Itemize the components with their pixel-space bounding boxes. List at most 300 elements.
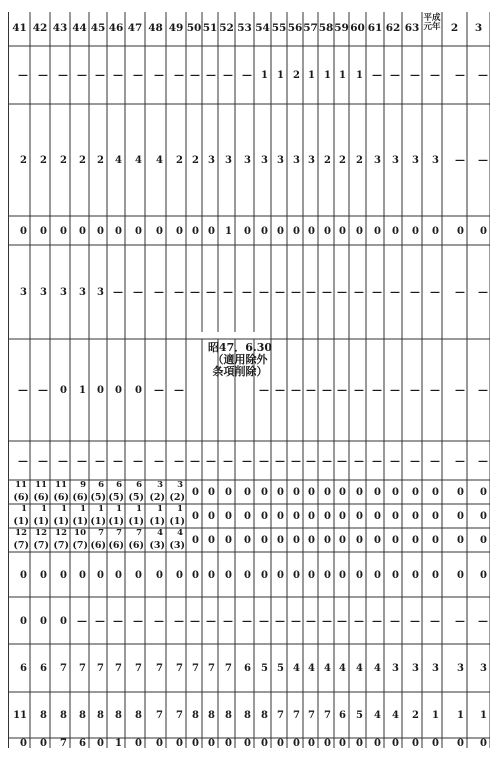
table-cell: 0: [457, 738, 464, 749]
table-cell: 2: [79, 155, 86, 166]
table-cell: 0: [457, 535, 464, 546]
table-cell: 0: [308, 511, 315, 522]
table-cell: —: [322, 287, 332, 298]
table-cell: 1: [277, 70, 284, 81]
table-cell: —: [95, 455, 105, 467]
table-cell: 7: [97, 663, 104, 674]
table-cell: 7: [98, 528, 104, 538]
table-cell: 0: [208, 738, 215, 749]
table-cell: 7: [192, 663, 199, 674]
table-cell: 0: [60, 225, 67, 237]
table-cell: 0: [192, 511, 199, 522]
column-header: 52: [219, 22, 234, 34]
statistics-table: [8, 12, 490, 748]
table-cell: —: [259, 287, 269, 298]
table-cell: 4: [374, 663, 381, 674]
table-cell: 0: [480, 535, 487, 546]
table-cell: 7: [308, 710, 315, 721]
table-cell: —: [291, 455, 301, 467]
table-cell: 6: [40, 663, 47, 674]
table-cell-paren: (5): [108, 492, 124, 503]
table-cell: —: [455, 70, 465, 81]
table-cell: —: [242, 615, 252, 627]
table-cell: —: [372, 287, 382, 298]
table-cell: 0: [392, 738, 399, 749]
table-cell: —: [478, 70, 488, 81]
table-cell: —: [478, 615, 488, 627]
table-cell: —: [337, 287, 347, 298]
table-cell: 3: [374, 155, 381, 166]
table-cell: 3: [412, 663, 419, 674]
table-cell-paren: (7): [72, 540, 88, 551]
table-cell: —: [430, 70, 440, 81]
table-cell: —: [77, 455, 87, 467]
table-cell: 1: [116, 504, 122, 514]
table-cell: 0: [392, 535, 399, 546]
table-cell: 0: [412, 487, 419, 498]
table-cell-paren: (2): [149, 492, 165, 503]
column-header: 54: [255, 22, 270, 34]
table-cell: 4: [156, 155, 163, 166]
table-cell: 4: [293, 663, 300, 674]
table-cell: 0: [392, 569, 399, 581]
table-cell: 8: [225, 710, 232, 721]
table-cell: 0: [374, 569, 381, 581]
table-cell: 7: [156, 710, 163, 721]
table-cell: 4: [339, 663, 346, 674]
table-cell: —: [133, 615, 143, 627]
table-cell: 0: [374, 511, 381, 522]
table-cell: 7: [324, 710, 331, 721]
table-cell: 1: [21, 504, 27, 514]
table-cell: 0: [339, 225, 346, 237]
table-cell: —: [455, 155, 465, 166]
table-cell: —: [478, 385, 488, 396]
table-cell-paren: (1): [33, 516, 49, 527]
table-cell: —: [372, 455, 382, 467]
table-cell: —: [18, 455, 28, 467]
table-cell: 4: [157, 528, 163, 538]
table-cell: 1: [61, 504, 67, 514]
table-cell: 0: [293, 535, 300, 546]
table-cell: 3: [79, 287, 86, 298]
table-cell: 0: [208, 487, 215, 498]
table-cell: 1: [356, 70, 363, 81]
table-cell: —: [133, 455, 143, 467]
table-cell: 1: [432, 710, 439, 721]
table-cell-paren: (1): [90, 516, 106, 527]
table-cell-paren: (1): [72, 516, 88, 527]
table-cell: —: [174, 455, 184, 467]
table-cell: —: [322, 385, 332, 396]
table-cell: 7: [136, 528, 142, 538]
table-cell: 3: [392, 663, 399, 674]
table-cell-paren: (3): [149, 540, 165, 551]
table-cell: 0: [412, 535, 419, 546]
table-cell: —: [390, 70, 400, 81]
table-cell: 0: [225, 511, 232, 522]
table-cell: 1: [115, 738, 122, 749]
table-cell: 0: [244, 487, 251, 498]
table-cell: 0: [339, 511, 346, 522]
table-cell: 1: [177, 504, 183, 514]
table-cell: 4: [356, 663, 363, 674]
table-cell: 3: [60, 287, 67, 298]
table-cell-paren: (2): [169, 492, 185, 503]
table-cell: 0: [156, 738, 163, 749]
table-cell: 11: [15, 480, 27, 490]
table-cell: 2: [293, 70, 300, 81]
table-cell-paren: (1): [149, 516, 165, 527]
table-cell: 0: [374, 535, 381, 546]
table-cell: 0: [480, 738, 487, 749]
table-cell: —: [306, 455, 316, 467]
table-cell: 2: [356, 155, 363, 166]
table-cell: 0: [225, 569, 232, 581]
table-cell: 8: [60, 710, 67, 721]
table-cell: —: [372, 615, 382, 627]
table-cell: 3: [244, 155, 251, 166]
table-cell: 4: [177, 528, 183, 538]
table-cell: —: [190, 615, 200, 627]
table-cell: 0: [192, 535, 199, 546]
table-cell: —: [174, 287, 184, 298]
table-cell-paren: (7): [53, 540, 69, 551]
table-cell: 7: [135, 663, 142, 674]
table-cell: —: [133, 70, 143, 81]
table-cell: 0: [324, 225, 331, 237]
table-cell: 3: [208, 155, 215, 166]
table-cell: 0: [374, 225, 381, 237]
column-header: 44: [72, 22, 87, 34]
table-cell: —: [390, 385, 400, 396]
column-header: 58: [318, 22, 334, 34]
table-cell: —: [354, 455, 364, 467]
table-cell: 0: [156, 225, 163, 237]
table-cell: —: [291, 615, 301, 627]
table-cell: 1: [80, 504, 86, 514]
table-cell: 1: [136, 504, 142, 514]
table-cell: 12: [15, 528, 27, 538]
table-cell: 2: [97, 155, 104, 166]
table-cell: 0: [308, 738, 315, 749]
table-cell: 0: [308, 487, 315, 498]
table-cell: 3: [457, 663, 464, 674]
table-cell: 0: [457, 225, 464, 237]
column-header: 59: [334, 22, 349, 34]
table-cell: 0: [339, 738, 346, 749]
table-cell: 2: [339, 155, 346, 166]
table-cell: —: [275, 287, 285, 298]
column-header: 2: [450, 22, 459, 34]
table-cell: 0: [244, 535, 251, 546]
table-cell: —: [337, 615, 347, 627]
table-cell: 3: [392, 155, 399, 166]
table-cell: 0: [244, 225, 251, 237]
table-cell: 0: [40, 738, 47, 749]
table-cell-paren: (7): [13, 540, 29, 551]
table-cell: 0: [432, 487, 439, 498]
table-cell: 0: [293, 738, 300, 749]
table-cell: 12: [35, 528, 47, 538]
table-cell: 7: [79, 663, 86, 674]
table-cell: —: [190, 70, 200, 81]
table-cell-paren: (5): [128, 492, 144, 503]
table-cell: 0: [412, 569, 419, 581]
table-cell: 8: [208, 710, 215, 721]
table-cell: 1: [457, 710, 464, 721]
table-cell-paren: (6): [128, 540, 144, 551]
table-cell: —: [154, 70, 164, 81]
table-cell-paren: (7): [33, 540, 49, 551]
table-cell: 7: [60, 663, 67, 674]
column-header: 45: [90, 22, 106, 34]
table-cell: 0: [277, 738, 284, 749]
table-cell: 3: [40, 287, 47, 298]
table-cell-paren: (3): [169, 540, 185, 551]
repeal-note: [205, 342, 275, 378]
table-cell: —: [390, 455, 400, 467]
table-cell: 8: [97, 710, 104, 721]
table-cell: 0: [432, 225, 439, 237]
table-cell: 0: [192, 487, 199, 498]
table-cell: 1: [339, 70, 346, 81]
table-cell: 3: [277, 155, 284, 166]
table-cell-paren: (5): [90, 492, 106, 503]
table-cell: 3: [157, 480, 163, 490]
table-cell: —: [410, 287, 420, 298]
table-cell: 0: [79, 225, 86, 237]
column-header: 56: [287, 22, 303, 34]
table-cell: —: [259, 615, 269, 627]
table-cell: —: [174, 615, 184, 627]
table-cell: 7: [225, 663, 232, 674]
table-cell: —: [291, 287, 301, 298]
table-cell: —: [242, 455, 252, 467]
table-cell: —: [154, 615, 164, 627]
table-cell-paren: (6): [90, 540, 106, 551]
table-cell: 0: [356, 738, 363, 749]
table-cell: —: [410, 385, 420, 396]
table-cell-paren: (1): [128, 516, 144, 527]
table-cell: —: [372, 385, 382, 396]
table-cell: 0: [97, 385, 104, 396]
table-cell: 0: [40, 615, 47, 627]
table-cell: —: [455, 287, 465, 298]
table-cell: 0: [392, 225, 399, 237]
table-cell: —: [275, 615, 285, 627]
column-header: 63: [404, 22, 420, 34]
table-cell: —: [354, 287, 364, 298]
table-cell: 0: [225, 535, 232, 546]
table-cell: 11: [55, 480, 67, 490]
table-cell: 5: [261, 663, 268, 674]
table-cell: 0: [225, 738, 232, 749]
table-cell-paren: (1): [13, 516, 29, 527]
table-cell: —: [390, 287, 400, 298]
table-cell: 4: [392, 710, 399, 721]
table-cell: 0: [356, 535, 363, 546]
table-cell: 4: [135, 155, 142, 166]
table-cell: 9: [80, 480, 86, 490]
table-cell: —: [455, 455, 465, 467]
table-cell: 3: [177, 480, 183, 490]
column-header: 41: [12, 22, 27, 34]
table-cell-paren: (1): [108, 516, 124, 527]
table-cell: 0: [261, 569, 268, 581]
table-cell: 0: [324, 569, 331, 581]
column-header: 47: [127, 22, 143, 34]
column-header: 49: [168, 22, 184, 34]
table-cell: 0: [261, 535, 268, 546]
table-cell: 7: [277, 710, 284, 721]
table-cell: 1: [225, 225, 232, 237]
table-cell: 0: [261, 487, 268, 498]
table-cell: 1: [308, 70, 315, 81]
table-cell: 5: [356, 710, 363, 721]
table-cell: 8: [115, 710, 122, 721]
table-cell: —: [322, 615, 332, 627]
table-cell: —: [95, 70, 105, 81]
table-cell: 6: [339, 710, 346, 721]
table-cell: 0: [20, 738, 27, 749]
table-cell: —: [275, 455, 285, 467]
table-cell: 0: [135, 738, 142, 749]
table-cell-paren: (6): [13, 492, 29, 503]
table-cell: —: [133, 287, 143, 298]
table-cell: —: [190, 455, 200, 467]
table-cell: —: [430, 615, 440, 627]
table-cell: 0: [392, 511, 399, 522]
table-cell: 0: [244, 511, 251, 522]
column-header: 50: [186, 22, 202, 34]
table-cell: 1: [98, 504, 104, 514]
table-cell: 8: [135, 710, 142, 721]
table-cell: 3: [412, 155, 419, 166]
table-cell: 7: [116, 528, 122, 538]
table-cell: 0: [308, 225, 315, 237]
table-cell: —: [306, 615, 316, 627]
table-cell: 0: [293, 487, 300, 498]
table-cell: —: [113, 455, 123, 467]
table-cell: 0: [97, 569, 104, 581]
table-cell: —: [337, 455, 347, 467]
table-cell: —: [242, 70, 252, 81]
table-cell: 0: [480, 487, 487, 498]
table-cell-paren: (6): [33, 492, 49, 503]
table-cell: 8: [192, 710, 199, 721]
table-cell: —: [154, 455, 164, 467]
table-cell: 0: [244, 738, 251, 749]
table-cell: 0: [60, 385, 67, 396]
table-cell: 0: [40, 225, 47, 237]
table-cell: 0: [412, 511, 419, 522]
table-cell: —: [410, 615, 420, 627]
table-cell: 0: [60, 615, 67, 627]
table-grid-lines: [9, 12, 490, 748]
column-header: 3: [474, 22, 483, 34]
table-cell: —: [154, 385, 164, 396]
table-cell: 4: [324, 663, 331, 674]
table-cell: 0: [308, 535, 315, 546]
table-cell: 0: [277, 511, 284, 522]
table-cell: —: [223, 70, 233, 81]
table-cell: 10: [74, 528, 86, 538]
column-header: 平成元年: [423, 13, 441, 32]
table-cell: —: [410, 70, 420, 81]
table-cell: 4: [115, 155, 122, 166]
table-cell-paren: (6): [108, 540, 124, 551]
table-cell: 1: [41, 504, 47, 514]
table-cell: —: [259, 385, 269, 396]
table-cell: 3: [293, 155, 300, 166]
table-cell: 0: [192, 738, 199, 749]
table-cell: 0: [392, 487, 399, 498]
table-cell: 3: [432, 155, 439, 166]
table-cell-paren: (6): [53, 492, 69, 503]
table-cell: 7: [60, 738, 67, 749]
table-cell: 11: [13, 710, 27, 721]
table-cell: 3: [20, 287, 27, 298]
table-cell: 0: [156, 569, 163, 581]
table-cell: 0: [208, 511, 215, 522]
table-cell: 1: [480, 710, 487, 721]
table-cell: —: [18, 385, 28, 396]
column-header: 42: [32, 22, 48, 34]
column-header: 61: [367, 22, 383, 34]
table-cell: 6: [79, 738, 86, 749]
table-cell: —: [38, 385, 48, 396]
table-cell: 0: [277, 535, 284, 546]
column-header: 43: [52, 22, 68, 34]
table-cell: 0: [208, 225, 215, 237]
column-header: 53: [237, 22, 252, 34]
table-cell: 0: [293, 569, 300, 581]
table-cell: 0: [40, 569, 47, 581]
table-cell-paren: (6): [72, 492, 88, 503]
table-cell: 6: [20, 663, 27, 674]
table-cell: 0: [244, 569, 251, 581]
table-cell: 0: [115, 385, 122, 396]
table-cell: 1: [157, 504, 163, 514]
table-cell: 0: [457, 487, 464, 498]
table-cell: —: [455, 385, 465, 396]
table-cell: 0: [339, 569, 346, 581]
table-cell: 8: [40, 710, 47, 721]
table-cell: —: [478, 455, 488, 467]
table-cell: —: [113, 615, 123, 627]
table-cell: 0: [432, 535, 439, 546]
table-cell: 0: [97, 225, 104, 237]
table-cell: 0: [356, 487, 363, 498]
table-cell: 2: [412, 710, 419, 721]
table-cell: 0: [208, 535, 215, 546]
table-cell: 0: [324, 511, 331, 522]
table-cell: 0: [20, 615, 27, 627]
table-cell: 2: [176, 155, 183, 166]
table-cell: 0: [324, 738, 331, 749]
table-cell: —: [354, 385, 364, 396]
table-cell: 3: [225, 155, 232, 166]
table-cell: —: [58, 455, 68, 467]
table-cell: 2: [192, 155, 199, 166]
table-cell: 0: [457, 569, 464, 581]
table-cell: 0: [208, 569, 215, 581]
table-cell: 0: [457, 511, 464, 522]
table-cell: —: [430, 385, 440, 396]
table-cell: 6: [98, 480, 104, 490]
table-cell: —: [77, 70, 87, 81]
